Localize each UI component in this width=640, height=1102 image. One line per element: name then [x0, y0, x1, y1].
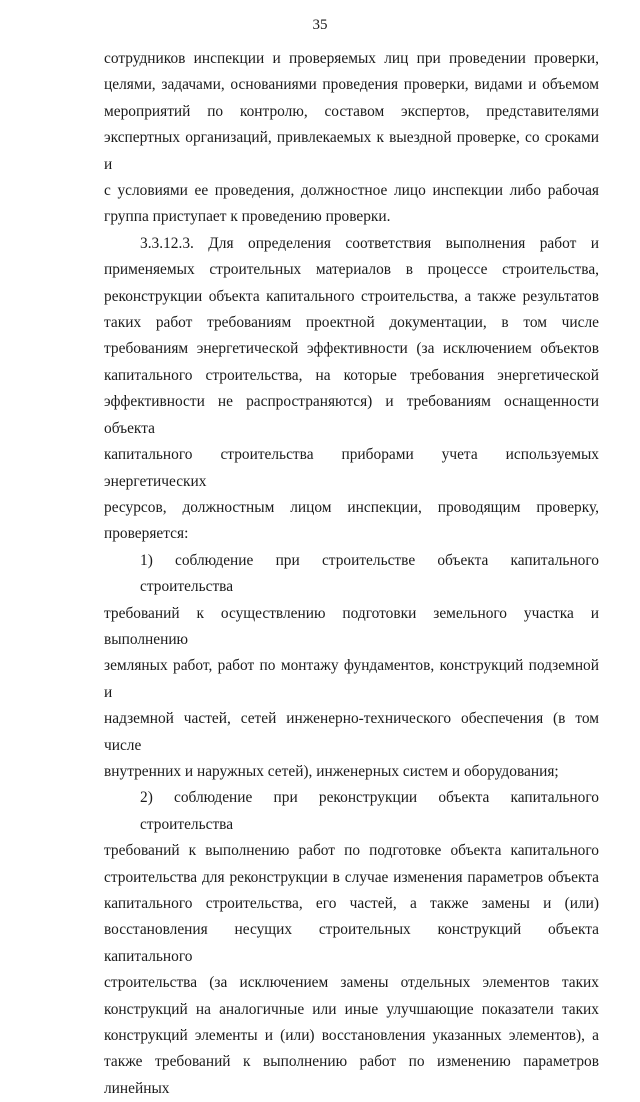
- paragraph-continuation: [104, 46, 599, 231]
- text-line: сотрудников инспекции и проверяемых лиц при проведении проверки,: [104, 50, 599, 67]
- text-line: также требований к выполнению работ по изменению параметров линейных: [104, 1053, 599, 1097]
- text-line: ресурсов, должностным лицом инспекции, проводящим проверку,: [104, 498, 599, 516]
- paragraph-item-2: [104, 785, 599, 1102]
- text-line: 3.3.12.3. Для определения соответствия выполнения работ и: [140, 234, 599, 252]
- text-line: строительства (за исключением замены отдельных элементов таких: [104, 974, 599, 992]
- document-body: [104, 46, 599, 1102]
- text-line: проверяется:: [104, 525, 189, 543]
- text-line: таких работ требованиям проектной документации, в том числе: [104, 314, 599, 332]
- text-line: эффективности не распространяются) и требованиям оснащенности объекта: [104, 393, 599, 437]
- text-line: требований к осуществлению подготовки земельного участка и выполнению: [104, 604, 599, 648]
- text-line: конструкций элементы и (или) восстановления указанных элементов), а: [104, 1027, 599, 1045]
- text-line: с условиями ее проведения, должностное лицо инспекции либо рабочая: [104, 182, 599, 200]
- text-line: применяемых строительных материалов в процессе строительства,: [104, 261, 599, 279]
- text-line: капитального строительства приборами учета используемых энергетических: [104, 446, 599, 490]
- text-line: восстановления несущих строительных конструкций объекта капитального: [104, 921, 599, 965]
- text-line: конструкций на аналогичные или иные улучшающие показатели таких: [104, 1000, 599, 1018]
- text-line: 2) соблюдение при реконструкции объекта капитального строительства: [140, 789, 599, 833]
- text-line: требованиям энергетической эффективности (за исключением объектов: [104, 340, 599, 358]
- text-line: группа приступает к проведению проверки.: [104, 208, 391, 226]
- text-line: капитального строительства, на которые требования энергетической: [104, 366, 599, 384]
- text-line: надземной частей, сетей инженерно-технического обеспечения (в том числе: [104, 710, 599, 754]
- text-line: реконструкции объекта капитального строительства, а также результатов: [104, 287, 599, 305]
- text-line: требований к выполнению работ по подготовке объекта капитального: [104, 842, 599, 860]
- text-line: капитального строительства, его частей, а также замены и (или): [104, 895, 599, 912]
- text-line: строительства для реконструкции в случае изменения параметров объекта: [104, 868, 599, 886]
- paragraph-section-3-3-12-3: [104, 231, 599, 548]
- text-line: мероприятий по контролю, составом экспертов, представителями: [104, 102, 599, 120]
- paragraph-item-1: [104, 548, 599, 786]
- text-line: земляных работ, работ по монтажу фундаментов, конструкций подземной и: [104, 657, 599, 701]
- text-line: экспертных организаций, привлекаемых к выездной проверке, со сроками и: [104, 129, 599, 173]
- text-line: 1) соблюдение при строительстве объекта капитального строительства: [140, 551, 599, 596]
- text-line: целями, задачами, основаниями проведения проверки, видами и объемом: [104, 76, 599, 94]
- text-line: внутренних и наружных сетей), инженерных систем и оборудования;: [104, 762, 559, 780]
- page-number: 35: [312, 17, 328, 33]
